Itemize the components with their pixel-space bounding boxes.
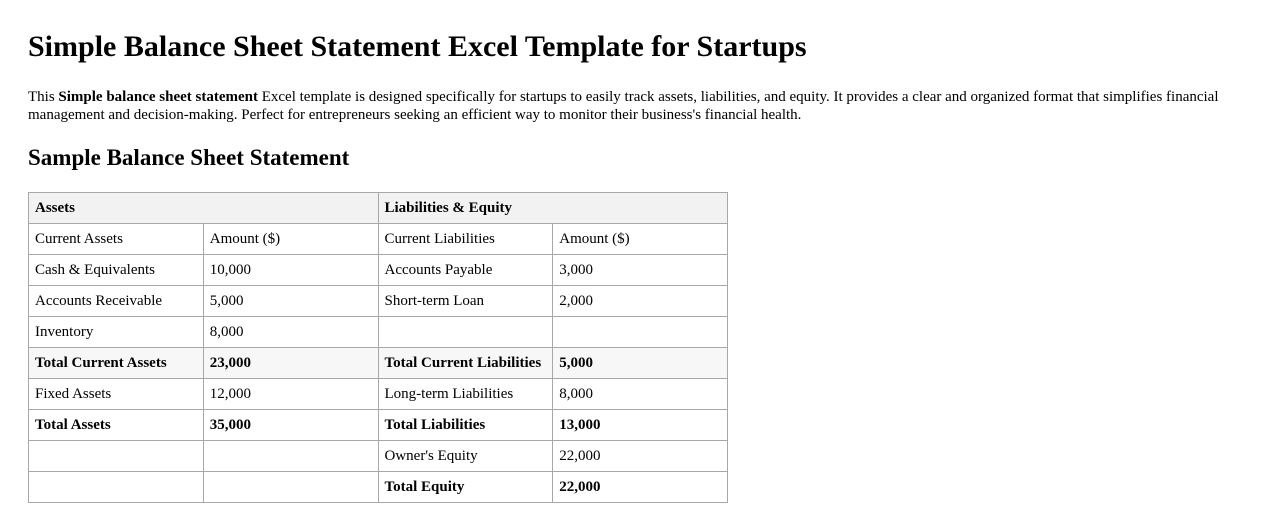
table-cell bbox=[203, 441, 378, 472]
table-cell: Amount ($) bbox=[553, 224, 728, 255]
table-row-total-current bbox=[29, 348, 728, 379]
table-cell: 5,000 bbox=[203, 286, 378, 317]
section-title: Sample Balance Sheet Statement bbox=[28, 145, 350, 170]
table-row bbox=[29, 224, 728, 255]
table-cell: Current Assets bbox=[29, 224, 204, 255]
liabilities-equity-header: Liabilities & Equity bbox=[378, 193, 728, 224]
intro-bold: Simple balance sheet statement bbox=[58, 89, 258, 105]
table-row bbox=[29, 286, 728, 317]
table-cell: Inventory bbox=[29, 317, 204, 348]
table-cell: Short-term Loan bbox=[378, 286, 553, 317]
intro-paragraph bbox=[28, 88, 1250, 124]
table-cell: 12,000 bbox=[203, 379, 378, 410]
table-cell: 5,000 bbox=[553, 348, 728, 379]
table-row-total-equity bbox=[29, 472, 728, 503]
table-cell: Total Current Liabilities bbox=[378, 348, 553, 379]
assets-header: Assets bbox=[29, 193, 379, 224]
table-row-totals bbox=[29, 410, 728, 441]
table-row bbox=[29, 379, 728, 410]
table-cell: 35,000 bbox=[203, 410, 378, 441]
table-cell: 2,000 bbox=[553, 286, 728, 317]
table-cell: Total Assets bbox=[29, 410, 204, 441]
table-row bbox=[29, 317, 728, 348]
table-cell: Current Liabilities bbox=[378, 224, 553, 255]
table-cell: Cash & Equivalents bbox=[29, 255, 204, 286]
table-cell: 13,000 bbox=[553, 410, 728, 441]
table-row bbox=[29, 255, 728, 286]
table-cell bbox=[378, 317, 553, 348]
page-title: Simple Balance Sheet Statement Excel Template for Startups bbox=[28, 30, 807, 63]
table-cell: Total Equity bbox=[378, 472, 553, 503]
table-cell: Owner's Equity bbox=[378, 441, 553, 472]
table-cell: 22,000 bbox=[553, 441, 728, 472]
intro-prefix: This bbox=[28, 89, 59, 105]
page bbox=[0, 30, 1278, 503]
table-cell: 10,000 bbox=[203, 255, 378, 286]
table-cell bbox=[29, 472, 204, 503]
table-cell: Total Current Assets bbox=[29, 348, 204, 379]
table-cell: 8,000 bbox=[553, 379, 728, 410]
table-cell: Accounts Receivable bbox=[29, 286, 204, 317]
table-cell: Accounts Payable bbox=[378, 255, 553, 286]
table-cell: Fixed Assets bbox=[29, 379, 204, 410]
table-row bbox=[29, 441, 728, 472]
table-cell: Long-term Liabilities bbox=[378, 379, 553, 410]
table-cell bbox=[203, 472, 378, 503]
table-cell: Amount ($) bbox=[203, 224, 378, 255]
table-cell: 23,000 bbox=[203, 348, 378, 379]
table-cell: 22,000 bbox=[553, 472, 728, 503]
table-cell: Total Liabilities bbox=[378, 410, 553, 441]
table-header-row bbox=[29, 193, 728, 224]
balance-sheet-table bbox=[28, 192, 728, 503]
table-cell: 3,000 bbox=[553, 255, 728, 286]
intro-suffix: Excel template is designed specifically for startups to easily track assets, liabilities, and equity. It provides a clear and organized format that simplifies financial management and decision-making. Perfect for entrepreneurs seeking an efficient way to monitor their business's financial health. bbox=[28, 89, 1219, 123]
table-cell bbox=[553, 317, 728, 348]
table-cell: 8,000 bbox=[203, 317, 378, 348]
table-cell bbox=[29, 441, 204, 472]
